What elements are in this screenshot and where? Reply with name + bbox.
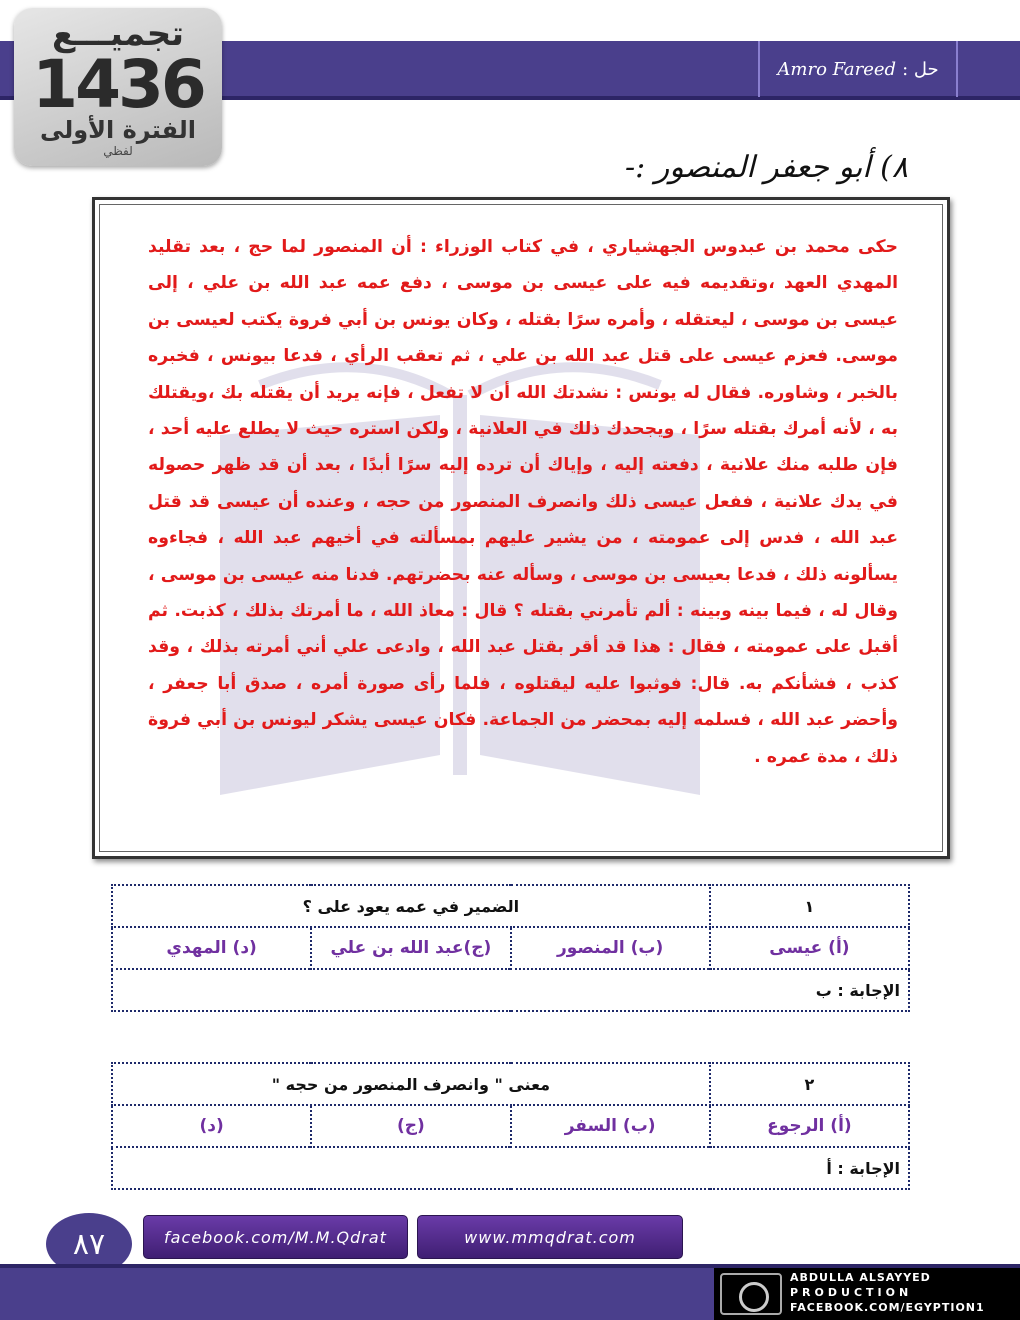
passage-inner-border [99, 204, 943, 852]
solver-name: Amro Fareed [777, 58, 897, 80]
option-d[interactable]: (د) المهدي [112, 927, 311, 969]
facebook-link[interactable]: facebook.com/M.M.Qdrat [143, 1215, 408, 1259]
answer-row [112, 969, 909, 1011]
solver-label: حل : [902, 58, 939, 80]
question-number: ٢ [710, 1063, 909, 1105]
option-c[interactable]: (ج)عبد الله بن علي [311, 927, 510, 969]
answer-text: الإجابة : ب [112, 969, 909, 1011]
options-row [112, 1105, 909, 1147]
options-row [112, 927, 909, 969]
option-a[interactable]: (أ) الرجوع [710, 1105, 909, 1147]
production-badge [714, 1268, 1020, 1320]
page-number: ٨٧ [46, 1213, 132, 1275]
section-title: ٨) أبو جعفر المنصور :- [624, 150, 908, 185]
production-name: ABDULLA ALSAYYED [790, 1271, 931, 1284]
question-row [112, 885, 909, 927]
passage-box [92, 197, 950, 859]
passage-text: حكى محمد بن عبدوس الجهشياري ، في كتاب الوزراء : أن المنصور لما حج ، بعد تقليد المهدي العهد ،وتقديمه فيه على عيسى بن موسى ، دفع عمه عبد الله بن علي ، إلى عيسى بن موسى ، ليعتقله ، وأمره سرًا بقتله ، وكان يونس بن أبي فروة يكتب لعيسى بن موسى. فعزم عيسى على قتل عبد الله بن علي ، ثم تعقب الرأي ، فدعا بيونس ، فخبره بالخبر ، وشاوره. فقال له يونس : نشدتك الله أن لا تفعل ، فإنه يريد أن يقتله بك ،ويقتلك به ، لأنه أمرك بقتله سرًا ، ويجحدك ذلك في العلانية ، ولكن استره حيث لا يطلع عليه أحد ، فإن طلبه منك علانية ، دفعته إليه ، وإياك أن ترده إليه سرًا أبدًا ، بعد أن قد ظهر حصوله في يدك علانية ، ففعل عيسى ذلك وانصرف المنصور من حجه ، وعنده أن عيسى قد قتل عبد الله ، فدس إلى عمومته ، من يشير عليهم بمسألته في أخيهم عبد الله ، فجاءوه يسألونه ذلك ، فدعا بعيسى بن موسى ، وسأله عنه بحضرتهم. فدنا منه عيسى بن موسى ، وقال له ، فيما بينه وبينه : ألم تأمرني بقتله ؟ قال : معاذ الله ، ما أمرتك بذلك ، كذبت. ثم أقبل على عمومته ، فقال : هذا قد أقر بقتل عبد الله ، وادعى علي أني أمرته بذلك ، وقد كذب ، فشأنكم به. قال: فوثبوا عليه ليقتلوه ، فلما رأى صورة أمره ، صدق أبا جعفر ، وأحضر عبد الله ، فسلمه إليه بمحضر من الجماعة. فكان عيسى يشكر ليونس بن أبي فروة ذلك ، مدة عمره . [148, 237, 898, 767]
question-row [112, 1063, 909, 1105]
production-link: FACEBOOK.COM/EGYPTION1 [790, 1301, 985, 1314]
logo-line4: لفظي [103, 144, 133, 158]
question-number: ١ [710, 885, 909, 927]
logo-line3: الفترة الأولى [39, 116, 197, 144]
question-table-2 [111, 1062, 910, 1190]
question-text: معنى " وانصرف المنصور من حجه " [112, 1063, 710, 1105]
logo-line1: تجميـــع [51, 14, 185, 54]
question-text: الضمير في عمه يعود على ؟ [112, 885, 710, 927]
option-b[interactable]: (ب) المنصور [511, 927, 710, 969]
answer-text: الإجابة : أ [112, 1147, 909, 1189]
answer-row [112, 1147, 909, 1189]
production-label: PRODUCTION [790, 1286, 913, 1299]
compilation-logo [14, 8, 222, 166]
question-table-1 [111, 884, 910, 1012]
camera-icon [720, 1273, 782, 1315]
solver-credit [758, 41, 958, 97]
option-d[interactable]: (د) [112, 1105, 311, 1147]
option-c[interactable]: (ج) [311, 1105, 510, 1147]
website-link[interactable]: www.mmqdrat.com [417, 1215, 683, 1259]
logo-year: 1436 [32, 46, 204, 123]
option-b[interactable]: (ب) السفر [511, 1105, 710, 1147]
option-a[interactable]: (أ) عيسى [710, 927, 909, 969]
